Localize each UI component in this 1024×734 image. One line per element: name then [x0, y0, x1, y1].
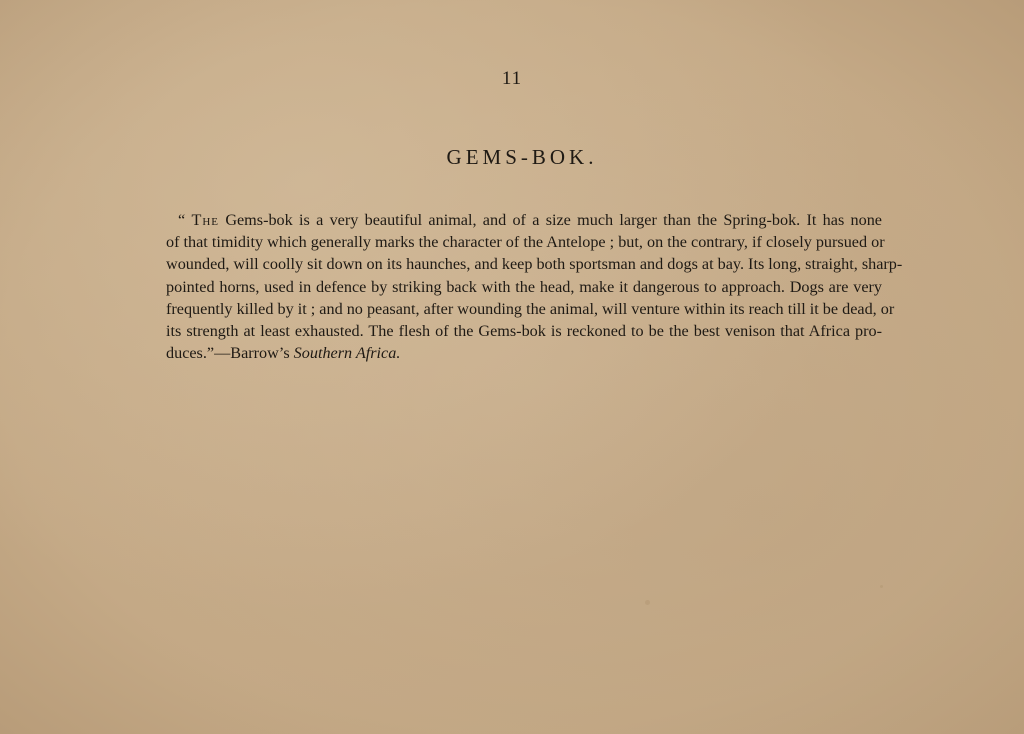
text-line: wounded, will coolly sit down on its haunches, and keep both sportsman and dogs at bay. Its long, straight, sharp- [166, 255, 903, 274]
citation-author: duces.”—Barrow’s [166, 344, 290, 363]
text-line: frequently killed by it ; and no peasant, after wounding the animal, will venture within its reach till it be dead, or [166, 299, 895, 318]
citation-title: Southern Africa. [293, 344, 401, 363]
page-title: GEMS-BOK. [446, 145, 598, 169]
line-1-rest: Gems-bok is a very beautiful animal, and of a size much larger than the Spring-bok. It has none [225, 211, 882, 229]
text-line [166, 209, 882, 231]
paper-stain [645, 600, 650, 605]
text-line: its strength at least exhausted. The flesh of the Gems-bok is reckoned to be the best venison that Africa pro- [166, 322, 882, 341]
text-line: of that timidity which generally marks the character of the Antelope ; but, on the contrary, if closely pursued or [166, 233, 885, 252]
text-line: pointed horns, used in defence by striking back with the head, make it dangerous to approach. Dogs are very [166, 277, 882, 296]
page-number: 11 [501, 68, 523, 89]
text-line [166, 342, 882, 364]
open-quote: “ [178, 211, 186, 229]
quotation-paragraph [166, 209, 903, 364]
paper-stain [880, 585, 883, 588]
first-word: The [191, 211, 220, 229]
